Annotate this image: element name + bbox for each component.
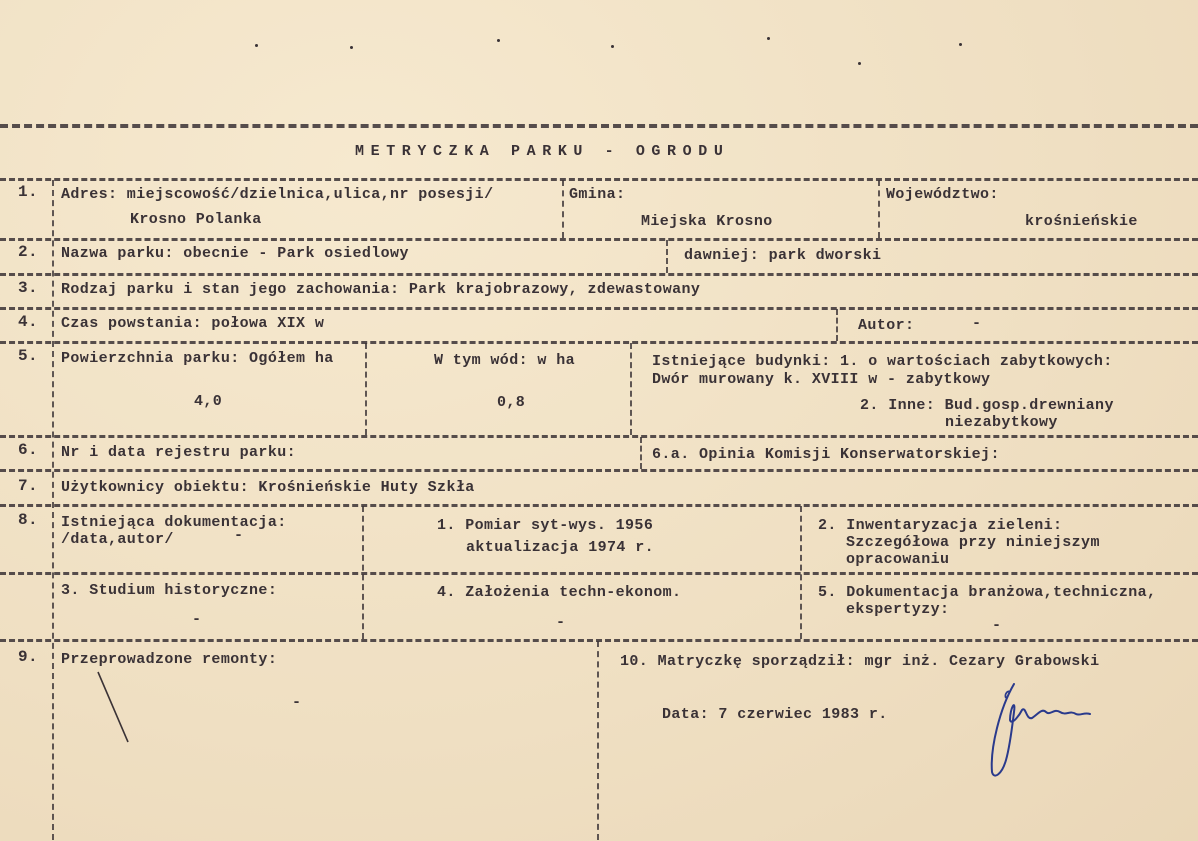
rule [0,639,1198,642]
park-name-former: dawniej: park dworski [684,247,882,264]
signature-image [980,668,1100,788]
punch-dot [959,43,962,46]
repairs-value: - [292,694,302,711]
inventory-line: Szczegółowa przy niniejszym [846,534,1100,551]
users-label: Użytkownicy obiektu: Krośnieńskie Huty Szkła [61,479,475,496]
gmina-value: Miejska Krosno [641,213,773,230]
creation-time: Czas powstania: połowa XIX w [61,315,325,332]
park-name-current: Nazwa parku: obecnie - Park osiedlowy [61,245,409,262]
rule [0,238,1198,241]
column-divider [640,437,642,469]
row-number: 2. [18,243,39,261]
branch-docs-line: ekspertyzy: [846,601,950,618]
park-kind: Rodzaj parku i stan jego zachowania: Park krajobrazowy, zdewastowany [61,281,701,298]
documentation-label: /data,autor/ [61,531,174,548]
commission-opinion-label: 6.a. Opinia Komisji Konserwatorskiej: [652,446,1000,463]
address-value: Krosno Polanka [130,211,262,228]
date-line: Data: 7 czerwiec 1983 r. [662,706,888,723]
row-number: 3. [18,279,39,297]
punch-dot [858,62,861,65]
history-study-value: - [192,611,202,628]
column-divider [800,506,802,639]
buildings-line: Istniejące budynki: 1. o wartościach zabytkowych: [652,353,1113,370]
column-divider [597,641,599,840]
author-label: Autor: [858,317,915,334]
documentation-value: - [234,527,244,544]
register-label: Nr i data rejestru parku: [61,444,297,461]
survey-line: aktualizacja 1974 r. [466,539,655,556]
row-number: 1. [18,183,39,201]
survey-line: 1. Pomiar syt-wys. 1956 [437,517,654,534]
inventory-line: 2. Inwentaryzacja zieleni: [818,517,1063,534]
buildings-line: Dwór murowany k. XVIII w - zabytkowy [652,371,991,388]
punch-dot [767,37,770,40]
area-value: 4,0 [194,393,223,410]
buildings-line: 2. Inne: Bud.gosp.drewniany [860,397,1114,414]
row-number: 8. [18,511,39,529]
column-divider [362,506,364,639]
rule [0,178,1198,181]
pen-stroke-mark [94,668,134,748]
column-divider [365,343,367,435]
area-label: Powierzchnia parku: Ogółem ha [61,350,334,367]
row-number: 4. [18,313,39,331]
rule [0,124,1198,128]
column-divider [666,240,668,273]
row-number: 6. [18,441,39,459]
tech-econ-value: - [556,614,566,631]
branch-docs-value: - [992,617,1002,634]
rule [0,435,1198,438]
column-divider [630,343,632,435]
branch-docs-line: 5. Dokumentacja branżowa,techniczna, [818,584,1157,601]
rule [0,469,1198,472]
author-value: - [972,315,982,332]
tech-econ-label: 4. Założenia techn-ekonom. [437,584,682,601]
repairs-label: Przeprowadzone remonty: [61,651,278,668]
punch-dot [497,39,500,42]
card-title: METRYCZKA PARKU - OGRODU [355,143,730,160]
buildings-line: niezabytkowy [945,414,1058,431]
punch-dot [350,46,353,49]
water-value: 0,8 [497,394,526,411]
column-divider [52,180,54,840]
history-study-label: 3. Studium historyczne: [61,582,278,599]
rule [0,572,1198,575]
rule [0,307,1198,310]
water-label: W tym wód: w ha [434,352,576,369]
punch-dot [611,45,614,48]
gmina-label: Gmina: [569,186,626,203]
voivodeship-label: Województwo: [886,186,999,203]
row-number: 5. [18,347,39,365]
column-divider [836,309,838,341]
column-divider [562,180,564,238]
row-number: 9. [18,648,39,666]
address-label: Adres: miejscowość/dzielnica,ulica,nr posesji/ [61,186,494,203]
prepared-by: 10. Matryczkę sporządził: mgr inż. Cezary Grabowski [620,653,1100,670]
punch-dot [255,44,258,47]
rule [0,504,1198,507]
inventory-line: opracowaniu [846,551,950,568]
rule [0,341,1198,344]
rule [0,273,1198,276]
row-number: 7. [18,477,39,495]
column-divider [878,180,880,238]
documentation-label: Istniejąca dokumentacja: [61,514,287,531]
voivodeship-value: krośnieńskie [1025,213,1138,230]
